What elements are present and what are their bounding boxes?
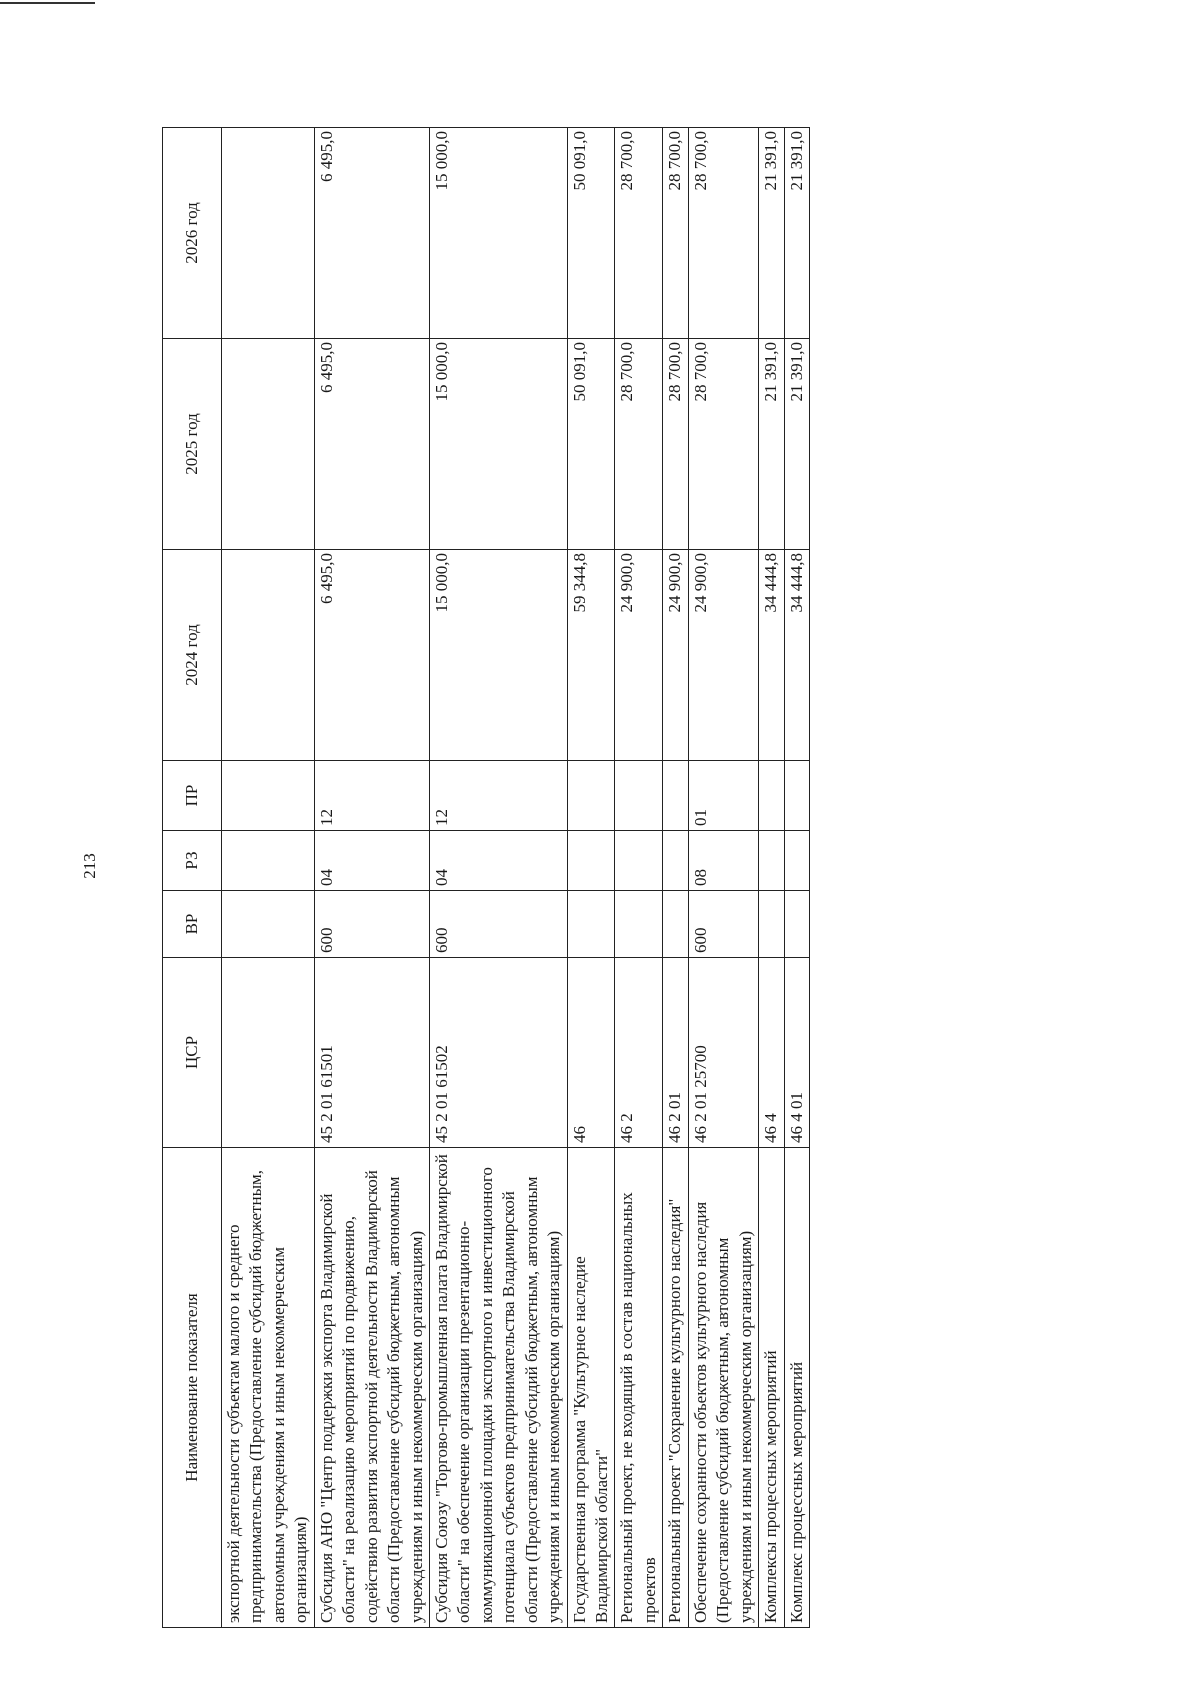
cell-name: экспортной деятельности субъектам малого и среднего предпринимательства (Предоставление субсидий бюджетным, автономным учреждениям и иным некоммерческим организациям) bbox=[222, 1148, 315, 1628]
cell-csr: 46 2 01 25700 bbox=[688, 958, 758, 1148]
cell-pr: 12 bbox=[429, 761, 567, 831]
table-row bbox=[759, 128, 784, 1628]
cell-2024: 24 900,0 bbox=[615, 550, 663, 761]
table-row bbox=[615, 128, 663, 1628]
cell-name: Государственная программа "Культурное наследие Владимирской области" bbox=[567, 1148, 615, 1628]
cell-pr bbox=[567, 761, 615, 831]
cell-pr bbox=[759, 761, 784, 831]
header-2026: 2026 год bbox=[163, 128, 222, 339]
cell-2026: 21 391,0 bbox=[784, 128, 809, 339]
cell-name: Обеспечение сохранности объектов культурного наследия (Предоставление субсидий бюджетным, автономным учреждениям и иным некоммерческим организациям) bbox=[688, 1148, 758, 1628]
cell-2025: 28 700,0 bbox=[663, 339, 688, 550]
cell-csr: 45 2 01 61501 bbox=[314, 958, 429, 1148]
page-number: 213 bbox=[80, 853, 99, 879]
cell-vr bbox=[784, 891, 809, 958]
cell-name: Субсидия Союзу "Торгово-промышленная палата Владимирской области" на обеспечение организации презентационно-коммуникационной площадки экспортного и инвестиционного потенциала субъектов предпринимательства Владимирской области (Предоставление субсидий бюджетным, автономным учреждениям и иным некоммерческим организациям) bbox=[429, 1148, 567, 1628]
cell-2026: 28 700,0 bbox=[615, 128, 663, 339]
header-name: Наименование показателя bbox=[163, 1148, 222, 1628]
cell-2025 bbox=[222, 339, 315, 550]
cell-csr: 46 2 01 bbox=[663, 958, 688, 1148]
cell-rz: 04 bbox=[429, 831, 567, 891]
cell-2025: 50 091,0 bbox=[567, 339, 615, 550]
cell-2024: 15 000,0 bbox=[429, 550, 567, 761]
header-pr: ПР bbox=[163, 761, 222, 831]
cell-name: Субсидия АНО "Центр поддержки экспорта Владимирской области" на реализацию мероприятий по продвижению, содействию развития экспортной деятельности Владимирской области (Предоставление субсидий бюджетным, автономным учреждениям и иным некоммерческим организациям) bbox=[314, 1148, 429, 1628]
cell-csr: 45 2 01 61502 bbox=[429, 958, 567, 1148]
cell-2026: 6 495,0 bbox=[314, 128, 429, 339]
cell-name: Комплексы процессных мероприятий bbox=[759, 1148, 784, 1628]
cell-csr: 46 4 01 bbox=[784, 958, 809, 1148]
cell-vr bbox=[759, 891, 784, 958]
table-row bbox=[567, 128, 615, 1628]
table-row bbox=[314, 128, 429, 1628]
cell-pr: 12 bbox=[314, 761, 429, 831]
cell-rz bbox=[759, 831, 784, 891]
cell-2026 bbox=[222, 128, 315, 339]
cell-pr bbox=[784, 761, 809, 831]
cell-2026: 21 391,0 bbox=[759, 128, 784, 339]
cell-2025: 15 000,0 bbox=[429, 339, 567, 550]
cell-csr: 46 4 bbox=[759, 958, 784, 1148]
cell-rz bbox=[222, 831, 315, 891]
cell-rz bbox=[615, 831, 663, 891]
cell-2026: 50 091,0 bbox=[567, 128, 615, 339]
cell-2026: 28 700,0 bbox=[688, 128, 758, 339]
cell-2025: 28 700,0 bbox=[688, 339, 758, 550]
cell-csr: 46 bbox=[567, 958, 615, 1148]
cell-2024 bbox=[222, 550, 315, 761]
scan-mark bbox=[0, 2, 95, 4]
cell-name: Региональный проект "Сохранение культурного наследия" bbox=[663, 1148, 688, 1628]
table-row bbox=[688, 128, 758, 1628]
cell-vr bbox=[615, 891, 663, 958]
cell-2024: 24 900,0 bbox=[663, 550, 688, 761]
cell-vr: 600 bbox=[688, 891, 758, 958]
header-2024: 2024 год bbox=[163, 550, 222, 761]
cell-2025: 6 495,0 bbox=[314, 339, 429, 550]
budget-table bbox=[162, 127, 810, 1628]
cell-pr bbox=[663, 761, 688, 831]
cell-2024: 34 444,8 bbox=[784, 550, 809, 761]
table-row bbox=[784, 128, 809, 1628]
cell-pr bbox=[615, 761, 663, 831]
table-row bbox=[429, 128, 567, 1628]
cell-2026: 15 000,0 bbox=[429, 128, 567, 339]
cell-rz: 04 bbox=[314, 831, 429, 891]
table-row bbox=[663, 128, 688, 1628]
cell-vr: 600 bbox=[429, 891, 567, 958]
cell-2024: 24 900,0 bbox=[688, 550, 758, 761]
cell-pr: 01 bbox=[688, 761, 758, 831]
cell-vr: 600 bbox=[314, 891, 429, 958]
cell-2025: 28 700,0 bbox=[615, 339, 663, 550]
cell-vr bbox=[567, 891, 615, 958]
cell-rz bbox=[567, 831, 615, 891]
cell-csr bbox=[222, 958, 315, 1148]
cell-2024: 6 495,0 bbox=[314, 550, 429, 761]
header-rz: РЗ bbox=[163, 831, 222, 891]
table-header-row bbox=[163, 128, 222, 1628]
cell-2025: 21 391,0 bbox=[759, 339, 784, 550]
cell-2025: 21 391,0 bbox=[784, 339, 809, 550]
cell-rz bbox=[663, 831, 688, 891]
cell-name: Комплекс процессных мероприятий bbox=[784, 1148, 809, 1628]
cell-rz: 08 bbox=[688, 831, 758, 891]
cell-rz bbox=[784, 831, 809, 891]
table-row bbox=[222, 128, 315, 1628]
header-vr: ВР bbox=[163, 891, 222, 958]
cell-pr bbox=[222, 761, 315, 831]
header-csr: ЦСР bbox=[163, 958, 222, 1148]
cell-vr bbox=[222, 891, 315, 958]
header-2025: 2025 год bbox=[163, 339, 222, 550]
cell-2024: 34 444,8 bbox=[759, 550, 784, 761]
cell-vr bbox=[663, 891, 688, 958]
cell-name: Региональный проект, не входящий в состав национальных проектов bbox=[615, 1148, 663, 1628]
cell-2026: 28 700,0 bbox=[663, 128, 688, 339]
cell-csr: 46 2 bbox=[615, 958, 663, 1148]
rotated-page-content bbox=[162, 128, 1122, 1628]
cell-2024: 59 344,8 bbox=[567, 550, 615, 761]
